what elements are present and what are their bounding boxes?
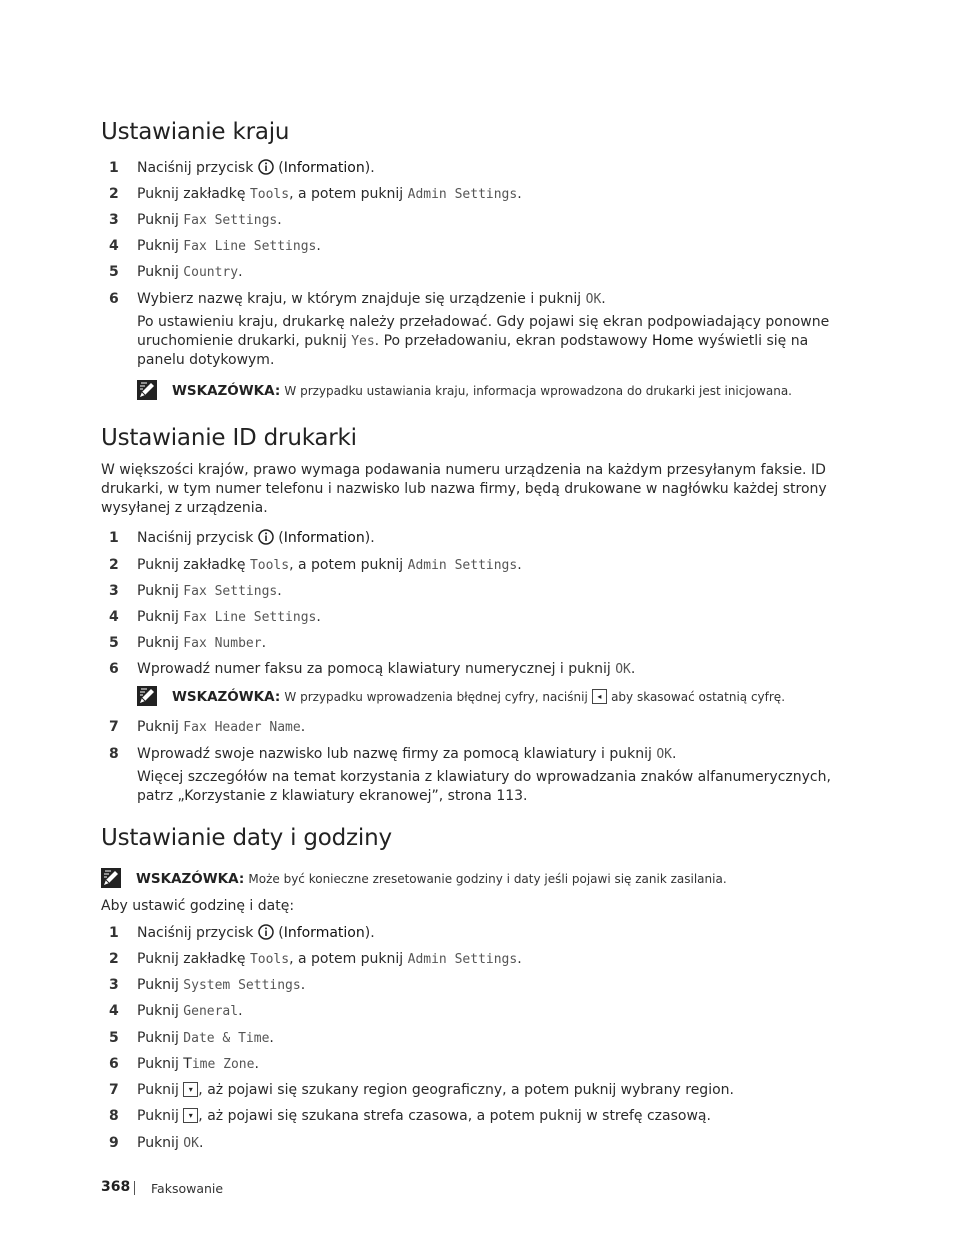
note-pencil-icon [137, 686, 157, 706]
footer-divider [134, 1181, 135, 1195]
intro-id: W większości krajów, prawo wymaga podawania numeru urządzenia na każdym przesyłanym faksie. ID drukarki, w tym numer telefonu i nazwisko lub nazwa firmy, będą drukowane w nagłówku każdej strony wysyłanej z urządzenia. [101, 462, 827, 516]
step-4: 4 Puknij General. [109, 1003, 243, 1019]
step-3: 3 Puknij System Settings. [109, 977, 306, 993]
note-wrong-digit: WSKAZÓWKA: W przypadku wprowadzenia błędnej cyfry, naciśnij ◂ aby skasować ostatnią cyfrę. [172, 689, 786, 705]
step-7: 7 Puknij ▾ , aż pojawi się szukany region geograficzny, a potem puknij wybrany region. [109, 1082, 734, 1098]
step-9: 9 Puknij OK. [109, 1135, 204, 1151]
note-power-loss: WSKAZÓWKA: Może być konieczne zresetowanie godziny i daty jeśli pojawi się zanik zasilania. [136, 871, 727, 887]
info-icon [258, 924, 274, 940]
note-pencil-icon [137, 380, 157, 400]
heading-ustawianie-daty-i-godziny: Ustawianie daty i godziny [101, 825, 392, 851]
down-arrow-key-icon: ▾ [183, 1082, 198, 1097]
step-2: 2 Puknij zakładkę Tools, a potem puknij Admin Settings. [109, 951, 522, 967]
step-1: 1 Naciśnij przycisk (Information). [109, 530, 375, 546]
intro-date: Aby ustawić godzinę i datę: [101, 898, 295, 914]
step-6: 6 Wprowadź numer faksu za pomocą klawiatury numerycznej i puknij OK. [109, 661, 636, 677]
step-7: 7 Puknij Fax Header Name. [109, 719, 306, 735]
step-6: 6 Wybierz nazwę kraju, w którym znajduje się urządzenie i puknij OK. [109, 291, 606, 307]
info-icon [258, 159, 274, 175]
step-3: 3 Puknij Fax Settings. [109, 583, 282, 599]
heading-ustawianie-kraju: Ustawianie kraju [101, 119, 290, 145]
backspace-key-icon: ◂ [592, 689, 607, 704]
info-icon [258, 529, 274, 545]
step-1: 1 Naciśnij przycisk (Information). [109, 160, 375, 176]
step-4: 4 Puknij Fax Line Settings. [109, 609, 321, 625]
step-5: 5 Puknij Date & Time. [109, 1030, 274, 1046]
step-8: 8 Wprowadź swoje nazwisko lub nazwę firmy za pomocą klawiatury i puknij OK. [109, 746, 677, 762]
note-country: WSKAZÓWKA: W przypadku ustawiania kraju, informacja wprowadzona do drukarki jest inicjowana. [172, 383, 792, 399]
step-8: 8 Puknij ▾ , aż pojawi się szukana strefa czasowa, a potem puknij w strefę czasową. [109, 1108, 711, 1124]
step-2: 2 Puknij zakładkę Tools, a potem puknij Admin Settings. [109, 186, 522, 202]
step-4: 4 Puknij Fax Line Settings. [109, 238, 321, 254]
step-5: 5 Puknij Country. [109, 264, 243, 280]
page-number: 368 [101, 1179, 131, 1195]
paragraph-reboot: Po ustawieniu kraju, drukarkę należy przeładować. Gdy pojawi się ekran podpowiadający ponowne uruchomienie drukarki, puknij Yes. Po przeładowaniu, ekran podstawowy Home wyświetli się na panelu dotykowym. [137, 314, 830, 368]
step-2: 2 Puknij zakładkę Tools, a potem puknij Admin Settings. [109, 557, 522, 573]
note-pencil-icon [101, 868, 121, 888]
down-arrow-key-icon: ▾ [183, 1108, 198, 1123]
paragraph-keyboard-ref: Więcej szczegółów na temat korzystania z klawiatury do wprowadzania znaków alfanumerycznych, patrz „Korzystanie z klawiatury ekranowej”, strona 113. [137, 769, 831, 804]
step-6: 6 Puknij Time Zone. [109, 1056, 259, 1072]
step-1: 1 Naciśnij przycisk (Information). [109, 925, 375, 941]
heading-ustawianie-id-drukarki: Ustawianie ID drukarki [101, 425, 357, 451]
footer-section-name: Faksowanie [151, 1181, 224, 1196]
step-5: 5 Puknij Fax Number. [109, 635, 267, 651]
step-3: 3 Puknij Fax Settings. [109, 212, 282, 228]
